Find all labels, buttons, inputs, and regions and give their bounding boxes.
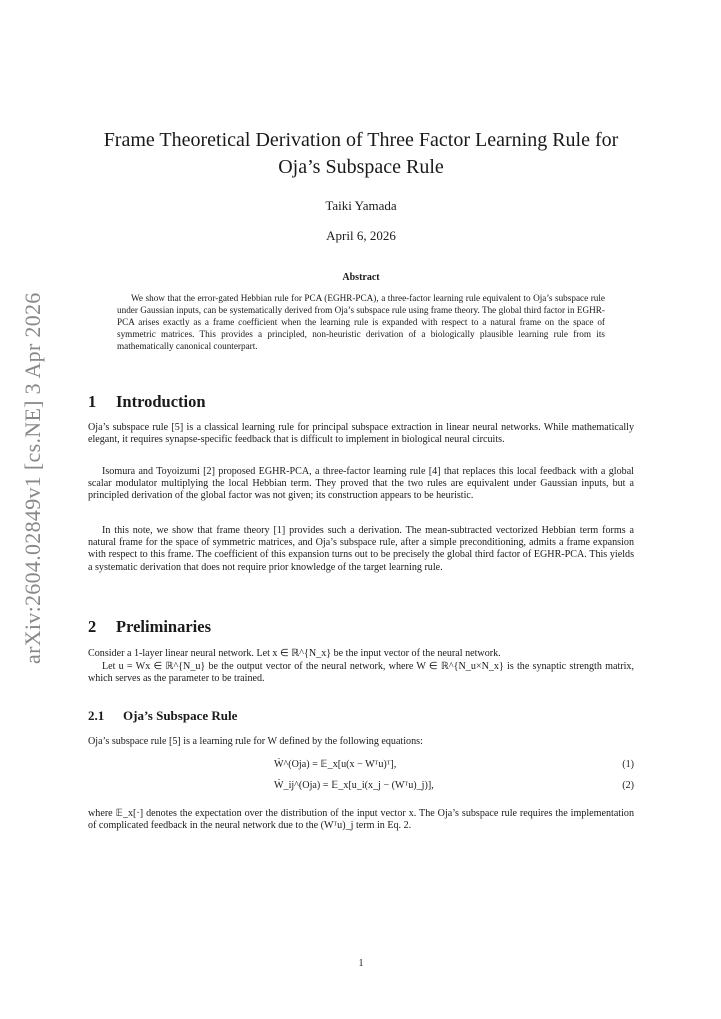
subsection-number: 2.1: [88, 708, 105, 723]
abstract-heading: Abstract: [342, 272, 380, 283]
publication-date: April 6, 2026: [326, 228, 396, 243]
section-heading-introduction: [88, 392, 206, 412]
paragraph: Isomura and Toyoizumi [2] proposed EGHR-PCA, a three-factor learning rule [4] that replaces this local feedback with a global scalar modulator multiplying the local Hebbian term. They proved that the two rules are equivalent under Gaussian inputs, but a principled derivation of the global factor was not given; its construction appears to be heuristic.: [88, 466, 634, 502]
equation-number: (1): [622, 759, 634, 770]
subsection-heading-oja: [88, 708, 237, 724]
paragraph: Oja’s subspace rule [5] is a classical learning rule for principal subspace extraction in linear neural networks. While mathematically elegant, it requires synapse-specific feedback that is difficult to implement in biological neural circuits.: [88, 422, 634, 446]
equation-number: (2): [622, 780, 634, 791]
equation-1: [88, 757, 634, 775]
equation-body: Ẇ_ij^(Oja) = 𝔼_x[u_i(x_j − (Wᵀu)_j)],: [274, 780, 434, 791]
paragraph: Let u = Wx ∈ ℝ^{N_u} be the output vector of the neural network, where W ∈ ℝ^{N_u×N_x} is the synaptic strength matrix, which serves as the parameter to be trained.: [88, 661, 634, 685]
page-number: 1: [358, 958, 364, 969]
paragraph: Oja’s subspace rule [5] is a learning rule for W defined by the following equations:: [88, 736, 423, 747]
section-heading-preliminaries: [88, 617, 211, 637]
author-name: Taiki Yamada: [325, 198, 397, 213]
equation-body: Ẇ^(Oja) = 𝔼_x[u(x − Wᵀu)ᵀ],: [274, 759, 397, 770]
section-title: Introduction: [116, 392, 206, 411]
section-number: 2: [88, 617, 97, 636]
section-number: 1: [88, 392, 97, 411]
equation-2: [88, 778, 634, 796]
subsection-title: Oja’s Subspace Rule: [123, 708, 238, 723]
section-title: Preliminaries: [116, 617, 212, 636]
paper-title: Frame Theoretical Derivation of Three Factor Learning Rule for Oja’s Subspace Rule: [103, 129, 619, 178]
abstract-text: We show that the error-gated Hebbian rule for PCA (EGHR-PCA), a three-factor learning rule equivalent to Oja’s subspace rule under Gaussian inputs, can be systematically derived from Oja’s subspace rule using frame theory. The global third factor in EGHR-PCA arises exactly as a frame coefficient when the learning rule is expanded with respect to a natural frame on the space of symmetric matrices. This provides a principled, non-heuristic derivation of a biologically plausible learning rule from its mathematically canonical counterpart.: [117, 293, 605, 351]
paragraph: where 𝔼_x[·] denotes the expectation over the distribution of the input vector x. The Oja’s subspace rule requires the implementation of complicated feedback in the neural network due to the (Wᵀu)_j term in Eq. 2.: [88, 808, 634, 832]
paragraph: In this note, we show that frame theory [1] provides such a derivation. The mean-subtracted vectorized Hebbian term forms a natural frame for the space of symmetric matrices, and Oja’s subspace rule, after a simple preconditioning, admits a frame expansion with respect to this frame. The coefficient of this expansion turns out to be precisely the global third factor of EGHR-PCA. This yields a systematic derivation that does not require prior knowledge of the target learning rule.: [88, 525, 634, 573]
arxiv-identifier: arXiv:2604.02849v1 [cs.NE] 3 Apr 2026: [20, 292, 45, 664]
paragraph: Consider a 1-layer linear neural network. Let x ∈ ℝ^{N_x} be the input vector of the neural network.: [88, 648, 501, 659]
